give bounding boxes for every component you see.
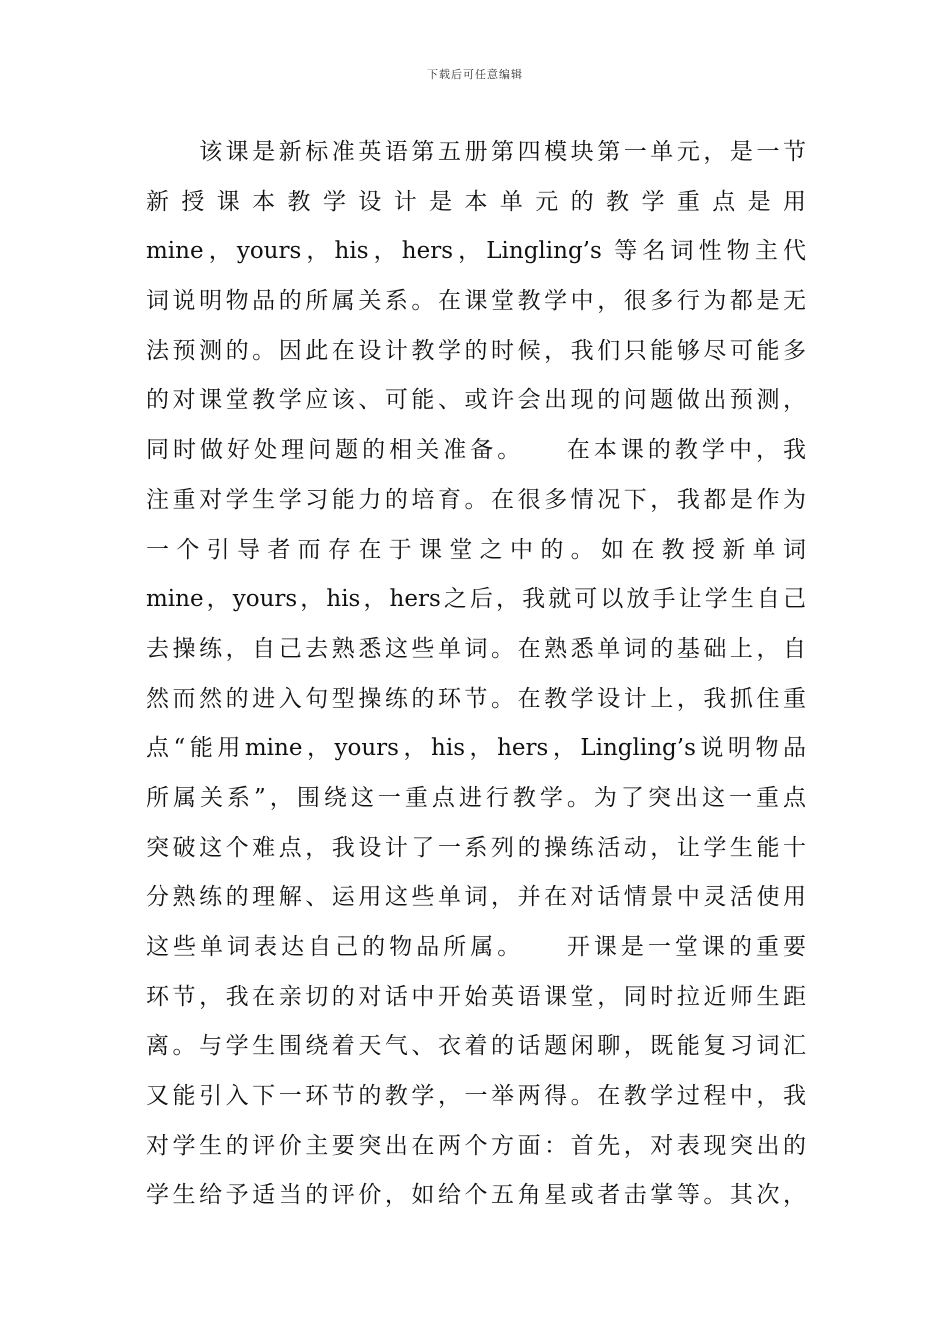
text-line: mine，yours，his，hers，Lingling’s 等名词性物主代 xyxy=(146,238,806,265)
text-line: mine，yours，his，hers之后，我就可以放手让学生自己 xyxy=(146,586,806,613)
text-line: 同时做好处理问题的相关准备。 在本课的教学中，我 xyxy=(146,437,806,464)
text-line: 注重对学生学习能力的培育。在很多情况下，我都是作为 xyxy=(146,486,806,513)
text-line: 又能引入下一环节的教学，一举两得。在教学过程中，我 xyxy=(146,1083,806,1110)
text-line: 学生给予适当的评价，如给个五角星或者击掌等。其次， xyxy=(146,1182,806,1209)
text-line: 新授课本教学设计是本单元的教学重点是用 xyxy=(146,188,806,215)
text-line: 对学生的评价主要突出在两个方面：首先，对表现突出的 xyxy=(146,1132,806,1159)
body-paragraph xyxy=(146,128,806,1221)
text-line: 法预测的。因此在设计教学的时候，我们只能够尽可能多 xyxy=(146,337,806,364)
text-line: 这些单词表达自己的物品所属。 开课是一堂课的重要 xyxy=(146,934,806,960)
page-header: 下载后可任意编辑 xyxy=(427,68,523,81)
text-line: 的对课堂教学应该、可能、或许会出现的问题做出预测， xyxy=(146,387,806,414)
text-line: 然而然的进入句型操练的环节。在教学设计上，我抓住重 xyxy=(146,685,806,712)
text-line: 去操练，自己去熟悉这些单词。在熟悉单词的基础上，自 xyxy=(146,635,806,662)
text-line: 所属关系”，围绕这一重点进行教学。为了突出这一重点 xyxy=(146,784,806,811)
text-line: 点“能用mine，yours，his，hers，Lingling’s说明物品 xyxy=(146,735,806,762)
text-line: 离。与学生围绕着天气、衣着的话题闲聊，既能复习词汇 xyxy=(146,1033,806,1060)
text-line: 分熟练的理解、运用这些单词，并在对话情景中灵活使用 xyxy=(146,884,806,911)
text-line: 突破这个难点，我设计了一系列的操练活动，让学生能十 xyxy=(146,834,806,861)
text-line: 一个引导者而存在于课堂之中的。如在教授新单词 xyxy=(146,536,806,563)
text-line: 词说明物品的所属关系。在课堂教学中，很多行为都是无 xyxy=(146,288,806,315)
text-line: 该课是新标准英语第五册第四模块第一单元，是一节 xyxy=(146,139,806,165)
text-line: 环节，我在亲切的对话中开始英语课堂，同时拉近师生距 xyxy=(146,983,806,1010)
